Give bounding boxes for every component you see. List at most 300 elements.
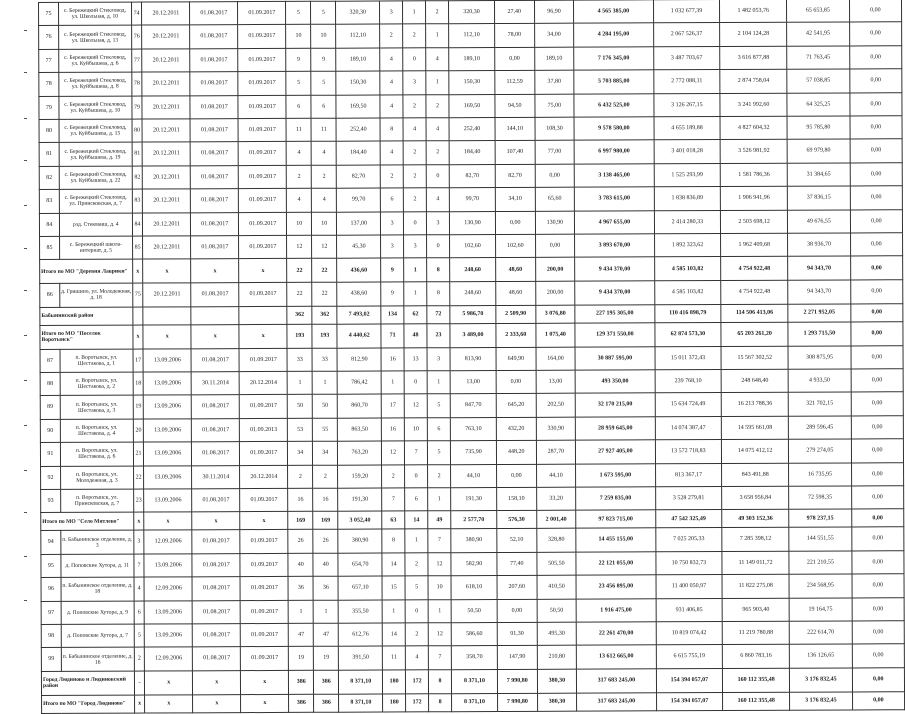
- cell-c6: 4: [311, 142, 336, 165]
- cell-date_start: 13.09.2006: [143, 395, 191, 419]
- cell-c7: 612,76: [339, 623, 383, 647]
- cell-c17: 1 293 715,50: [788, 322, 851, 346]
- cell-c12: 94,50: [495, 94, 535, 118]
- cell-no: 87: [40, 349, 60, 372]
- cell-c5: 2: [288, 465, 313, 488]
- cell-c12: 2 333,60: [496, 323, 536, 347]
- cell-c8: 1: [381, 371, 404, 394]
- margin-tick: [24, 380, 27, 381]
- cell-c16: 6 860 783,16: [723, 645, 790, 669]
- cell-address: п. Воротынск, ул. Шестакова, д. 2: [60, 372, 133, 396]
- cell-date_b: 01.09.2017: [241, 647, 289, 671]
- cell-ref: [133, 307, 144, 325]
- cell-c9: 3: [403, 71, 426, 94]
- cell-c18: 0,00: [850, 186, 902, 210]
- cell-c16: 248 648,40: [721, 369, 788, 393]
- cell-ref: 80: [132, 119, 143, 142]
- margin-tick: [24, 470, 27, 471]
- cell-date_start: 20.12.2011: [142, 2, 190, 26]
- cell-c6: 4: [312, 188, 337, 211]
- cell-c10: 7: [428, 646, 451, 669]
- cell-c13: 330,90: [536, 417, 576, 441]
- cell-ref: x: [134, 695, 145, 713]
- margin-tick: [24, 425, 27, 426]
- cell-c5: 16: [288, 488, 313, 511]
- cell-date_a: 01.08.2017: [190, 165, 238, 189]
- cell-ref: x: [134, 512, 145, 530]
- cell-no: 80: [39, 119, 59, 142]
- cell-c6: 5: [311, 1, 336, 24]
- cell-c12: 27,40: [494, 0, 534, 24]
- cell-address: с. Бережецкий Стекловод, ул. Куйбышева, д. 15: [59, 119, 132, 143]
- cell-date_a: 01.08.2017: [191, 348, 239, 372]
- cell-c13: 505,50: [536, 552, 576, 576]
- cell-c14: 32 170 215,00: [575, 393, 654, 417]
- cell-c11: 8 371,10: [451, 669, 497, 693]
- cell-c9: 62: [404, 305, 427, 323]
- cell-c18: 0,00: [849, 69, 901, 93]
- cell-date_b: 01.09.2017: [240, 530, 288, 554]
- cell-c15: 3 487 703,67: [653, 46, 720, 70]
- cell-c9: 13: [404, 347, 427, 370]
- cell-c12: 52,10: [497, 529, 537, 553]
- cell-date_start: 12.09.2006: [145, 647, 193, 671]
- cell-ref: 2: [134, 647, 145, 670]
- cell-c7: 438,60: [337, 282, 381, 306]
- cell-address: с. Бережецкий Стекловод, ул. Куйбышева, д. 6: [59, 49, 132, 73]
- cell-c18: 0,00: [851, 486, 903, 510]
- cell-c8: 4: [380, 94, 403, 117]
- cell-c6: 16: [313, 488, 338, 511]
- cell-c6: 10: [311, 25, 336, 48]
- cell-c9: 2: [405, 553, 428, 576]
- cell-ref: 75: [133, 283, 144, 306]
- cell-no: 93: [41, 489, 61, 512]
- cell-c11: 320,30: [449, 1, 495, 25]
- cell-c5: 5: [286, 71, 311, 94]
- cell-c18: 0,00: [850, 162, 902, 186]
- cell-date_start: 13.09.2006: [143, 349, 191, 373]
- cell-c13: 1 075,40: [535, 323, 575, 347]
- cell-c6: 11: [311, 118, 336, 141]
- cell-date_a: x: [193, 694, 241, 712]
- cell-c17: 37 836,15: [787, 186, 850, 210]
- cell-c17: 144 551,55: [789, 527, 852, 551]
- cell-c14: 14 455 155,00: [576, 528, 655, 552]
- cell-c7: 169,50: [336, 95, 380, 119]
- cell-c17: 3 176 832,45: [790, 692, 853, 710]
- cell-c7: 391,50: [339, 646, 383, 670]
- cell-date_start: 20.12.2011: [142, 72, 190, 96]
- cell-c12: 432,20: [496, 417, 536, 441]
- cell-c8: 4: [380, 48, 403, 71]
- cell-c8: 180: [383, 670, 406, 694]
- cell-date_start: 13.09.2006: [144, 600, 192, 624]
- cell-c6: 55: [313, 418, 338, 441]
- cell-c18: 0,00: [850, 280, 902, 304]
- cell-c6: 2: [313, 465, 338, 488]
- cell-c12: 34,10: [495, 187, 535, 211]
- cell-c17: 4 933,50: [788, 369, 851, 393]
- cell-c10: 3: [427, 347, 450, 370]
- cell-c16: 11 822 275,08: [722, 574, 789, 598]
- cell-c13: 96,90: [534, 0, 574, 24]
- cell-address: рзд. Стековиш, д. 4: [59, 213, 132, 237]
- cell-date_a: 01.08.2017: [192, 489, 240, 513]
- cell-c18: 0,00: [849, 46, 901, 70]
- cell-c7: 355,50: [338, 600, 382, 624]
- cell-date_start: 20.12.2011: [143, 236, 191, 260]
- cell-c15: 2 067 526,37: [653, 23, 720, 47]
- cell-ref: 7: [134, 554, 145, 577]
- cell-date_b: 01.09.2017: [239, 283, 287, 307]
- cell-c11: 358,70: [451, 646, 497, 670]
- cell-c10: 4: [426, 47, 449, 70]
- cell-date_b: 20.12.2014: [239, 371, 287, 395]
- cell-c16: 1 482 053,76: [720, 0, 787, 23]
- cell-c16: 2 874 758,04: [720, 69, 787, 93]
- cell-c5: 362: [287, 306, 312, 324]
- cell-c13: 210,80: [537, 646, 577, 670]
- cell-c9: 0: [405, 464, 428, 487]
- cell-c16: 2 503 698,12: [721, 210, 788, 234]
- cell-c7: 436,60: [337, 258, 381, 282]
- cell-c15: 154 394 057,07: [656, 692, 723, 710]
- cell-c8: 4: [380, 141, 403, 164]
- cell-c18: 0,00: [852, 691, 904, 709]
- cell-c18: 0,00: [852, 667, 904, 691]
- cell-c17: 234 568,95: [789, 574, 852, 598]
- cell-c10: 23: [427, 323, 450, 347]
- cell-c14: 3 893 670,00: [575, 234, 654, 258]
- cell-c16: 1 962 409,68: [721, 233, 788, 257]
- cell-c12: 0,00: [495, 47, 535, 71]
- cell-ref: 78: [132, 72, 143, 95]
- cell-c13: 65,60: [535, 187, 575, 211]
- cell-c14: 317 683 245,00: [577, 693, 656, 711]
- cell-c6: 19: [314, 647, 339, 670]
- cell-c11: 763,10: [450, 417, 496, 441]
- cell-c9: 1: [404, 258, 427, 282]
- cell-c17: 136 126,65: [789, 644, 852, 668]
- cell-address: п. Воротынск, ул. Шестакова, д. 6: [60, 442, 133, 466]
- cell-c14: 129 371 550,00: [575, 323, 654, 347]
- cell-c8: 9: [381, 258, 404, 282]
- cell-c12: 112,59: [495, 71, 535, 95]
- cell-c9: 4: [405, 646, 428, 669]
- cell-c15: 1 032 677,39: [653, 0, 720, 23]
- cell-c14: 227 195 305,00: [575, 305, 654, 323]
- cell-date_a: 01.08.2017: [191, 189, 239, 213]
- cell-address: с. Бережецкий Стекловод, ул. Школьная, д. 10: [58, 2, 131, 26]
- cell-c8: 2: [380, 24, 403, 47]
- cell-c13: 410,50: [537, 575, 577, 599]
- cell-c13: 200,00: [535, 257, 575, 281]
- cell-c18: 0,00: [851, 369, 903, 393]
- cell-date_a: 01.08.2017: [193, 647, 241, 671]
- cell-c8: 1: [382, 599, 405, 622]
- cell-date_start: 13.09.2006: [143, 372, 191, 396]
- cell-c11: 169,50: [449, 94, 495, 118]
- cell-c12: 91,30: [497, 622, 537, 646]
- cell-date_start: x: [144, 512, 192, 530]
- cell-ref: 77: [132, 49, 143, 72]
- cell-c14: 30 887 595,00: [575, 347, 654, 371]
- cell-c13: 33,20: [536, 487, 576, 511]
- cell-c10: 8: [427, 282, 450, 305]
- cell-c15: 7 025 205,33: [655, 528, 722, 552]
- cell-date_b: 01.09.2017: [240, 623, 288, 647]
- cell-c10: 4: [426, 118, 449, 141]
- cell-c11: 582,90: [451, 552, 497, 576]
- cell-date_a: 01.08.2017: [192, 577, 240, 601]
- cell-c7: 45,30: [337, 235, 381, 259]
- cell-address: п. Бабынинское отделение, д. 3: [61, 531, 134, 555]
- summary-label: Итого по МО "Деревня Лаврики": [40, 259, 133, 283]
- cell-c9: 10: [404, 418, 427, 441]
- cell-c7: 7 493,02: [337, 306, 381, 324]
- cell-c10: 0: [426, 164, 449, 187]
- cell-address: п. Воротынск, ул. Приисковская, д. 7: [60, 489, 133, 513]
- cell-c13: 75,00: [534, 94, 574, 118]
- cell-c14: 9 434 370,00: [575, 281, 654, 305]
- cell-c17: 31 384,65: [787, 163, 850, 187]
- cell-c5: 1: [288, 600, 313, 623]
- cell-c17: 42 541,95: [787, 22, 850, 46]
- cell-c5: 5: [286, 1, 311, 24]
- cell-c7: 812,90: [337, 348, 381, 372]
- cell-c10: 8: [429, 693, 452, 711]
- cell-address: с. Бережецкий Стекловод, ул. Приисковская, д. 7: [59, 189, 132, 213]
- cell-c5: 386: [289, 694, 314, 712]
- cell-c8: 14: [382, 623, 405, 646]
- cell-date_start: 13.09.2006: [144, 624, 192, 648]
- cell-no: 92: [41, 466, 61, 489]
- cell-c7: 159,20: [338, 465, 382, 489]
- cell-address: с. Бережецкий Стекловод, ул. Куйбышева, д. 8: [59, 72, 132, 96]
- cell-c8: 134: [381, 306, 404, 324]
- cell-c10: 1: [428, 599, 451, 622]
- cell-date_a: 30.11.2014: [191, 372, 239, 396]
- cell-c17: 222 614,70: [789, 621, 852, 645]
- cell-c18: 0,00: [850, 92, 902, 116]
- cell-c9: 172: [406, 670, 429, 694]
- cell-c8: 16: [381, 418, 404, 441]
- cell-c5: 2: [286, 165, 311, 188]
- cell-no: 94: [41, 531, 61, 554]
- cell-c9: 6: [405, 488, 428, 511]
- cell-c10: 1: [426, 24, 449, 47]
- cell-c6: 362: [312, 306, 337, 324]
- summary-label: Бабынинский район: [40, 307, 133, 325]
- cell-date_b: 01.09.2017: [238, 25, 286, 49]
- cell-c10: 12: [428, 623, 451, 646]
- cell-c16: 14 075 412,12: [722, 439, 789, 463]
- cell-ref: 6: [134, 601, 145, 624]
- cell-date_start: 12.09.2006: [144, 577, 192, 601]
- margin-tick: [24, 205, 27, 206]
- cell-c11: 380,90: [451, 529, 497, 553]
- cell-c17: 71 763,45: [787, 46, 850, 70]
- cell-c10: 49: [428, 511, 451, 529]
- cell-c14: 27 927 405,00: [576, 440, 655, 464]
- cell-address: д. Поповские Хутора, д. 11: [61, 554, 134, 578]
- cell-c12: 649,90: [496, 347, 536, 371]
- cell-c8: 2: [380, 165, 403, 188]
- cell-c12: 2 509,90: [496, 305, 536, 323]
- cell-date_start: x: [143, 325, 191, 349]
- cell-c12: 144,10: [495, 117, 535, 141]
- cell-c17: 289 596,45: [788, 416, 851, 440]
- cell-c9: 2: [403, 165, 426, 188]
- housing-program-table: [38, 0, 905, 714]
- cell-c15: 2 414 280,33: [654, 210, 721, 234]
- cell-c12: 107,40: [495, 141, 535, 165]
- cell-date_a: 01.08.2017: [190, 119, 238, 143]
- cell-c14: 1 673 595,00: [576, 463, 655, 487]
- cell-c9: 48: [404, 323, 427, 347]
- cell-c5: 36: [288, 577, 313, 600]
- cell-c7: 380,90: [338, 529, 382, 553]
- cell-date_a: 01.08.2017: [191, 395, 239, 419]
- cell-c14: 4 967 655,00: [575, 210, 654, 234]
- cell-c8: 15: [382, 576, 405, 599]
- cell-c17: 72 598,35: [789, 486, 852, 510]
- cell-c17: 279 274,05: [788, 439, 851, 463]
- cell-date_b: x: [241, 670, 289, 694]
- cell-ref: 17: [133, 349, 144, 372]
- cell-no: 97: [41, 601, 61, 624]
- cell-c17: 95 785,80: [787, 116, 850, 140]
- cell-c14: 9 578 580,00: [574, 117, 653, 141]
- cell-c16: 160 112 355,48: [723, 668, 790, 692]
- cell-c16: 114 506 413,06: [721, 304, 788, 322]
- cell-c9: 7: [405, 441, 428, 464]
- cell-date_b: 01.09.2017: [240, 600, 288, 624]
- cell-c11: 248,60: [450, 282, 496, 306]
- margin-tick: [24, 335, 27, 336]
- cell-date_b: x: [239, 324, 287, 348]
- cell-address: с. Бережецкий Стекловод, ул. Куйбышева, д. 22: [59, 166, 132, 190]
- cell-c17: 38 936,70: [788, 233, 851, 257]
- cell-ref: 85: [132, 236, 143, 259]
- cell-no: 98: [41, 624, 61, 647]
- margin-tick: [24, 248, 27, 249]
- cell-c7: 189,10: [336, 48, 380, 72]
- cell-ref: 20: [133, 419, 144, 442]
- cell-c15: 813 367,17: [655, 463, 722, 487]
- cell-c11: 735,90: [450, 441, 496, 465]
- cell-c7: 763,20: [338, 441, 382, 465]
- cell-c5: 40: [288, 553, 313, 576]
- cell-c12: 0,00: [496, 370, 536, 394]
- cell-c9: 1: [404, 282, 427, 305]
- cell-date_a: 01.08.2017: [190, 2, 238, 26]
- cell-c5: 10: [286, 25, 311, 48]
- cell-c15: 4 585 103,82: [654, 257, 721, 281]
- cell-c10: 5: [427, 394, 450, 417]
- cell-date_a: x: [192, 512, 240, 530]
- cell-c9: 0: [403, 48, 426, 71]
- cell-c12: 48,60: [496, 282, 536, 306]
- cell-date_start: 13.09.2006: [144, 554, 192, 578]
- cell-c7: 82,70: [337, 165, 381, 189]
- cell-no: 78: [39, 73, 59, 96]
- cell-date_a: 01.08.2017: [192, 418, 240, 442]
- cell-c6: 10: [312, 212, 337, 235]
- cell-c8: 180: [383, 694, 406, 712]
- cell-no: 75: [39, 2, 59, 25]
- cell-c12: 77,40: [497, 552, 537, 576]
- cell-c10: 12: [428, 553, 451, 576]
- cell-c13: 202,50: [536, 394, 576, 418]
- cell-date_a: 01.08.2017: [190, 48, 238, 72]
- cell-no: 95: [41, 554, 61, 577]
- cell-c16: 3 241 992,60: [720, 93, 787, 117]
- cell-c18: 0,00: [850, 209, 902, 233]
- cell-date_a: 01.08.2017: [191, 212, 239, 236]
- cell-date_b: 01.09.2017: [240, 488, 288, 512]
- cell-address: п. Воротынск, ул. Молодежная, д. 3: [60, 466, 133, 490]
- cell-date_start: 20.12.2011: [142, 25, 190, 49]
- cell-c10: 6: [427, 418, 450, 441]
- cell-c16: 16 213 788,36: [722, 393, 789, 417]
- cell-c6: 34: [313, 441, 338, 464]
- cell-c15: 4 585 103,82: [654, 281, 721, 305]
- cell-c7: 860,70: [338, 394, 382, 418]
- cell-c18: 0,00: [851, 527, 903, 551]
- cell-date_b: 01.09.2017: [239, 348, 287, 372]
- cell-c11: 130,90: [449, 211, 495, 235]
- cell-c8: 8: [382, 529, 405, 552]
- cell-c12: 0,00: [497, 599, 537, 623]
- cell-c17: 57 038,85: [787, 69, 850, 93]
- cell-c10: 2: [426, 141, 449, 164]
- cell-c13: 287,70: [536, 440, 576, 464]
- cell-date_b: 01.09.2017: [238, 142, 286, 166]
- cell-c5: 4: [286, 142, 311, 165]
- cell-c12: 147,90: [497, 646, 537, 670]
- cell-c12: 0,00: [496, 464, 536, 488]
- cell-c8: 7: [382, 488, 405, 511]
- cell-ref: 21: [133, 442, 144, 465]
- cell-c13: 380,30: [537, 669, 577, 693]
- cell-ref: -: [134, 671, 145, 695]
- cell-c8: 6: [380, 188, 403, 211]
- cell-date_a: 01.08.2017: [191, 283, 239, 307]
- cell-c13: 77,00: [535, 141, 575, 165]
- cell-c9: 14: [405, 511, 428, 529]
- cell-c8: 63: [382, 511, 405, 529]
- cell-c8: 14: [382, 553, 405, 576]
- cell-c10: 3: [426, 211, 449, 234]
- cell-c6: 36: [313, 576, 338, 599]
- cell-c15: 62 874 573,30: [654, 322, 721, 346]
- cell-date_b: [239, 306, 287, 324]
- cell-c11: 2 577,70: [451, 511, 497, 529]
- cell-c15: 1 892 323,62: [654, 233, 721, 257]
- cell-c7: 8 371,10: [339, 694, 383, 712]
- cell-c7: 191,30: [338, 488, 382, 512]
- cell-ref: 23: [133, 489, 144, 512]
- cell-date_start: 20.12.2011: [142, 166, 190, 190]
- cell-c12: 82,70: [495, 164, 535, 188]
- table-body: [39, 0, 905, 713]
- cell-c5: 22: [287, 283, 312, 306]
- summary-label: Итого по МО "Город Людиново": [42, 695, 135, 713]
- cell-date_a: x: [191, 259, 239, 283]
- margin-tick: [24, 118, 27, 119]
